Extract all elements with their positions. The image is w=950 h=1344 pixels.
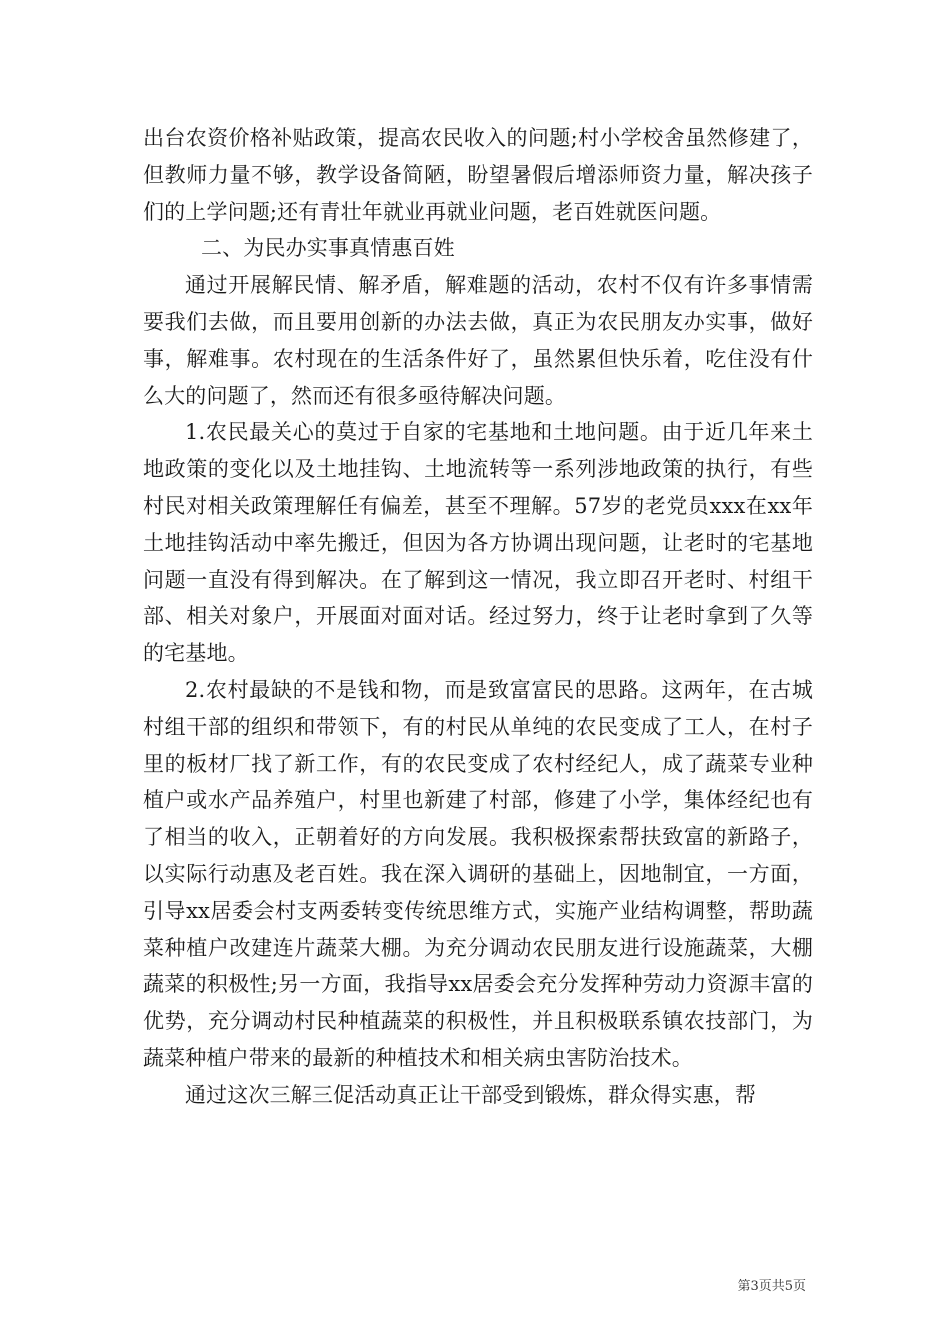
paragraph-item-1: 1.农民最关心的莫过于自家的宅基地和土地问题。由于近几年来土地政策的变化以及土地挂钩、土地流转等一系列涉地政策的执行，有些村民对相关政策理解任有偏差，甚至不理解。57岁的老党员xxx在xx年土地挂钩活动中率先搬迁，但因为各方协调出现问题，让老时的宅基地问题一直没有得到解决。在了解到这一情况，我立即召开老时、村组干部、相关对象户，开展面对面对话。经过努力，终于让老时拿到了久等的宅基地。 (143, 420, 813, 666)
document-body (143, 120, 813, 1114)
page-number-footer: 第3页共5页 (737, 1279, 806, 1294)
paragraph-closing: 通过这次三解三促活动真正让干部受到锻炼，群众得实惠，帮 (185, 1082, 757, 1107)
section-heading: 二、为民办实事真情惠百姓 (201, 236, 455, 261)
paragraph-intro: 通过开展解民情、解矛盾，解难题的活动，农村不仅有许多事情需要我们去做，而且要用创新的办法去做，真正为农民朋友办实事，做好事，解难事。农村现在的生活条件好了，虽然累但快乐着，吃住没有什么大的问题了，然而还有很多亟待解决问题。 (143, 273, 813, 408)
paragraph-continuation: 出台农资价格补贴政策，提高农民收入的问题;村小学校舍虽然修建了，但教师力量不够，教学设备简陋，盼望暑假后增添师资力量，解决孩子们的上学问题;还有青壮年就业再就业问题，老百姓就医问题。 (143, 126, 813, 224)
paragraph-item-2: 2.农村最缺的不是钱和物，而是致富富民的思路。这两年，在古城村组干部的组织和带领下，有的村民从单纯的农民变成了工人，在村子里的板材厂找了新工作，有的农民变成了农村经纪人，成了蔬菜专业种植户或水产品养殖户，村里也新建了村部，修建了小学，集体经纪也有了相当的收入，正朝着好的方向发展。我积极探索帮扶致富的新路子，以实际行动惠及老百姓。我在深入调研的基础上，因地制宜，一方面，引导xx居委会村支两委转变传统思维方式，实施产业结构调整，帮助蔬菜种植户改建连片蔬菜大棚。为充分调动农民朋友进行设施蔬菜，大棚蔬菜的积极性;另一方面，我指导xx居委会充分发挥种劳动力资源丰富的优势，充分调动村民种植蔬菜的积极性，并且积极联系镇农技部门，为蔬菜种植户带来的最新的种植技术和相关病虫害防治技术。 (143, 677, 813, 1070)
